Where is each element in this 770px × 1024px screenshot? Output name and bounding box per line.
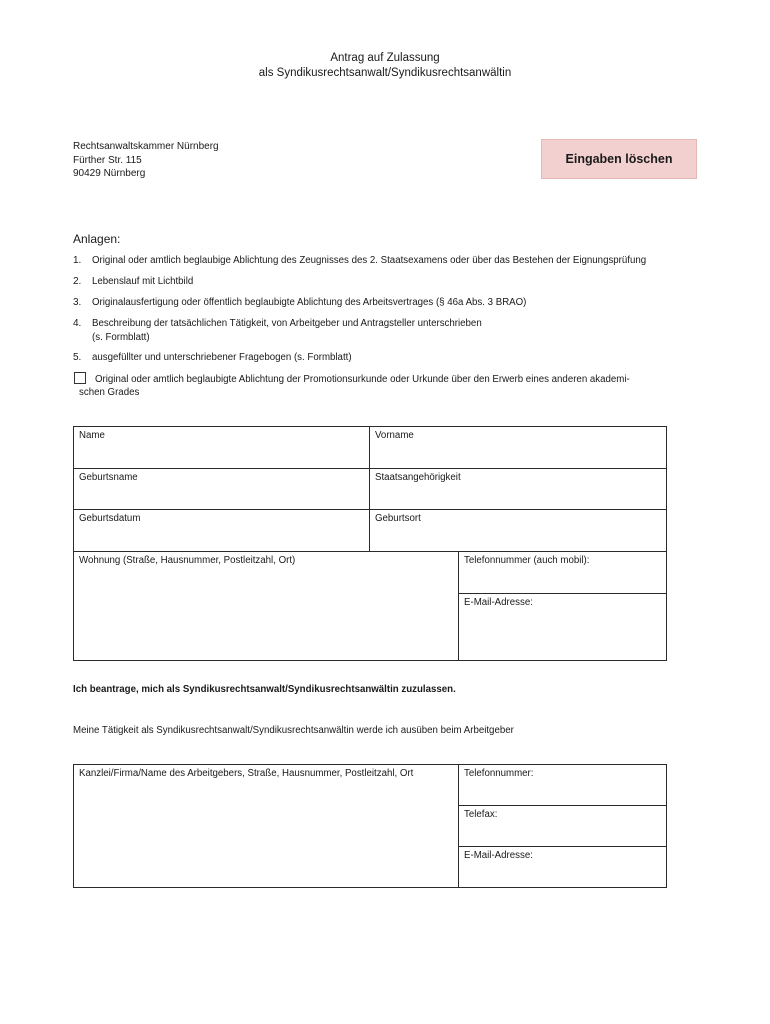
vorname-label: Vorname xyxy=(375,430,414,441)
geburtsdatum-label: Geburtsdatum xyxy=(79,513,141,524)
name-label: Name xyxy=(79,430,105,441)
clear-inputs-button[interactable]: Eingaben löschen xyxy=(541,139,697,179)
wohnung-field[interactable] xyxy=(74,552,459,661)
telefon-label: Telefonnummer (auch mobil): xyxy=(464,555,590,566)
geburtsort-field[interactable] xyxy=(370,510,667,552)
list-item-number: 5. xyxy=(73,352,82,363)
list-item: Originalausfertigung oder öffentlich beglaubigte Ablichtung des Arbeitsvertrages (§ 46a Abs. 3 BRAO) xyxy=(92,297,527,308)
recipient-line3: 90429 Nürnberg xyxy=(73,168,146,179)
geburtsdatum-field[interactable] xyxy=(74,510,370,552)
personal-data-table xyxy=(73,426,667,552)
attachments-heading: Anlagen: xyxy=(73,232,121,246)
email-label: E-Mail-Adresse: xyxy=(464,597,533,608)
email-field[interactable] xyxy=(459,594,667,661)
promotion-checkbox[interactable] xyxy=(74,372,86,384)
list-item-text: Beschreibung der tatsächlichen Tätigkeit, von Arbeitgeber und Antragsteller unterschrieben xyxy=(92,318,482,329)
list-item-number: 1. xyxy=(73,255,82,266)
staatsangehoerigkeit-label: Staatsangehörigkeit xyxy=(375,472,461,483)
geburtsname-field[interactable] xyxy=(74,469,370,510)
geburtsname-label: Geburtsname xyxy=(79,472,138,483)
wohnung-label: Wohnung (Straße, Hausnummer, Postleitzahl, Ort) xyxy=(79,555,296,566)
list-item xyxy=(92,317,702,344)
address-table xyxy=(73,551,667,661)
request-statement: Ich beantrage, mich als Syndikusrechtsanwalt/Syndikusrechtsanwältin zuzulassen. xyxy=(73,684,456,695)
employer-telefon-label: Telefonnummer: xyxy=(464,768,534,779)
employer-telefax-label: Telefax: xyxy=(464,809,498,820)
recipient-line1: Rechtsanwaltskammer Nürnberg xyxy=(73,141,219,152)
employer-table xyxy=(73,764,667,888)
recipient-address xyxy=(73,140,219,181)
list-item: ausgefüllter und unterschriebener Fragebogen (s. Formblatt) xyxy=(92,352,352,363)
promotion-label: Original oder amtlich beglaubigte Ablichtung der Promotionsurkunde oder Urkunde über den Erwerb eines anderen akademi- xyxy=(95,374,630,385)
vorname-field[interactable] xyxy=(370,427,667,469)
kanzlei-field[interactable] xyxy=(74,765,459,888)
recipient-line2: Fürther Str. 115 xyxy=(73,154,142,166)
list-item-number: 2. xyxy=(73,276,82,287)
list-item-number: 3. xyxy=(73,297,82,308)
form-subtitle: als Syndikusrechtsanwalt/Syndikusrechtsanwältin xyxy=(258,67,512,79)
staatsangehoerigkeit-field[interactable] xyxy=(370,469,667,510)
telefon-field[interactable] xyxy=(459,552,667,594)
list-item: Lebenslauf mit Lichtbild xyxy=(92,276,194,287)
promotion-label-continued: schen Grades xyxy=(79,387,140,398)
list-item: Original oder amtlich beglaubige Ablichtung des Zeugnisses des 2. Staatsexamens oder über das Bestehen der Eignungsprüfung xyxy=(92,255,647,266)
form-title: Antrag auf Zulassung xyxy=(330,52,440,64)
employer-email-field[interactable] xyxy=(459,847,667,888)
employer-telefax-field[interactable] xyxy=(459,806,667,847)
kanzlei-label: Kanzlei/Firma/Name des Arbeitgebers, Straße, Hausnummer, Postleitzahl, Ort xyxy=(79,768,414,779)
employer-intro: Meine Tätigkeit als Syndikusrechtsanwalt/Syndikusrechtsanwältin werde ich ausüben beim Arbeitgeber xyxy=(73,725,514,736)
list-item-text-continued: (s. Formblatt) xyxy=(92,331,150,343)
employer-telefon-field[interactable] xyxy=(459,765,667,806)
name-field[interactable] xyxy=(74,427,370,469)
list-item-number: 4. xyxy=(73,318,82,329)
employer-email-label: E-Mail-Adresse: xyxy=(464,850,533,861)
geburtsort-label: Geburtsort xyxy=(375,513,421,524)
